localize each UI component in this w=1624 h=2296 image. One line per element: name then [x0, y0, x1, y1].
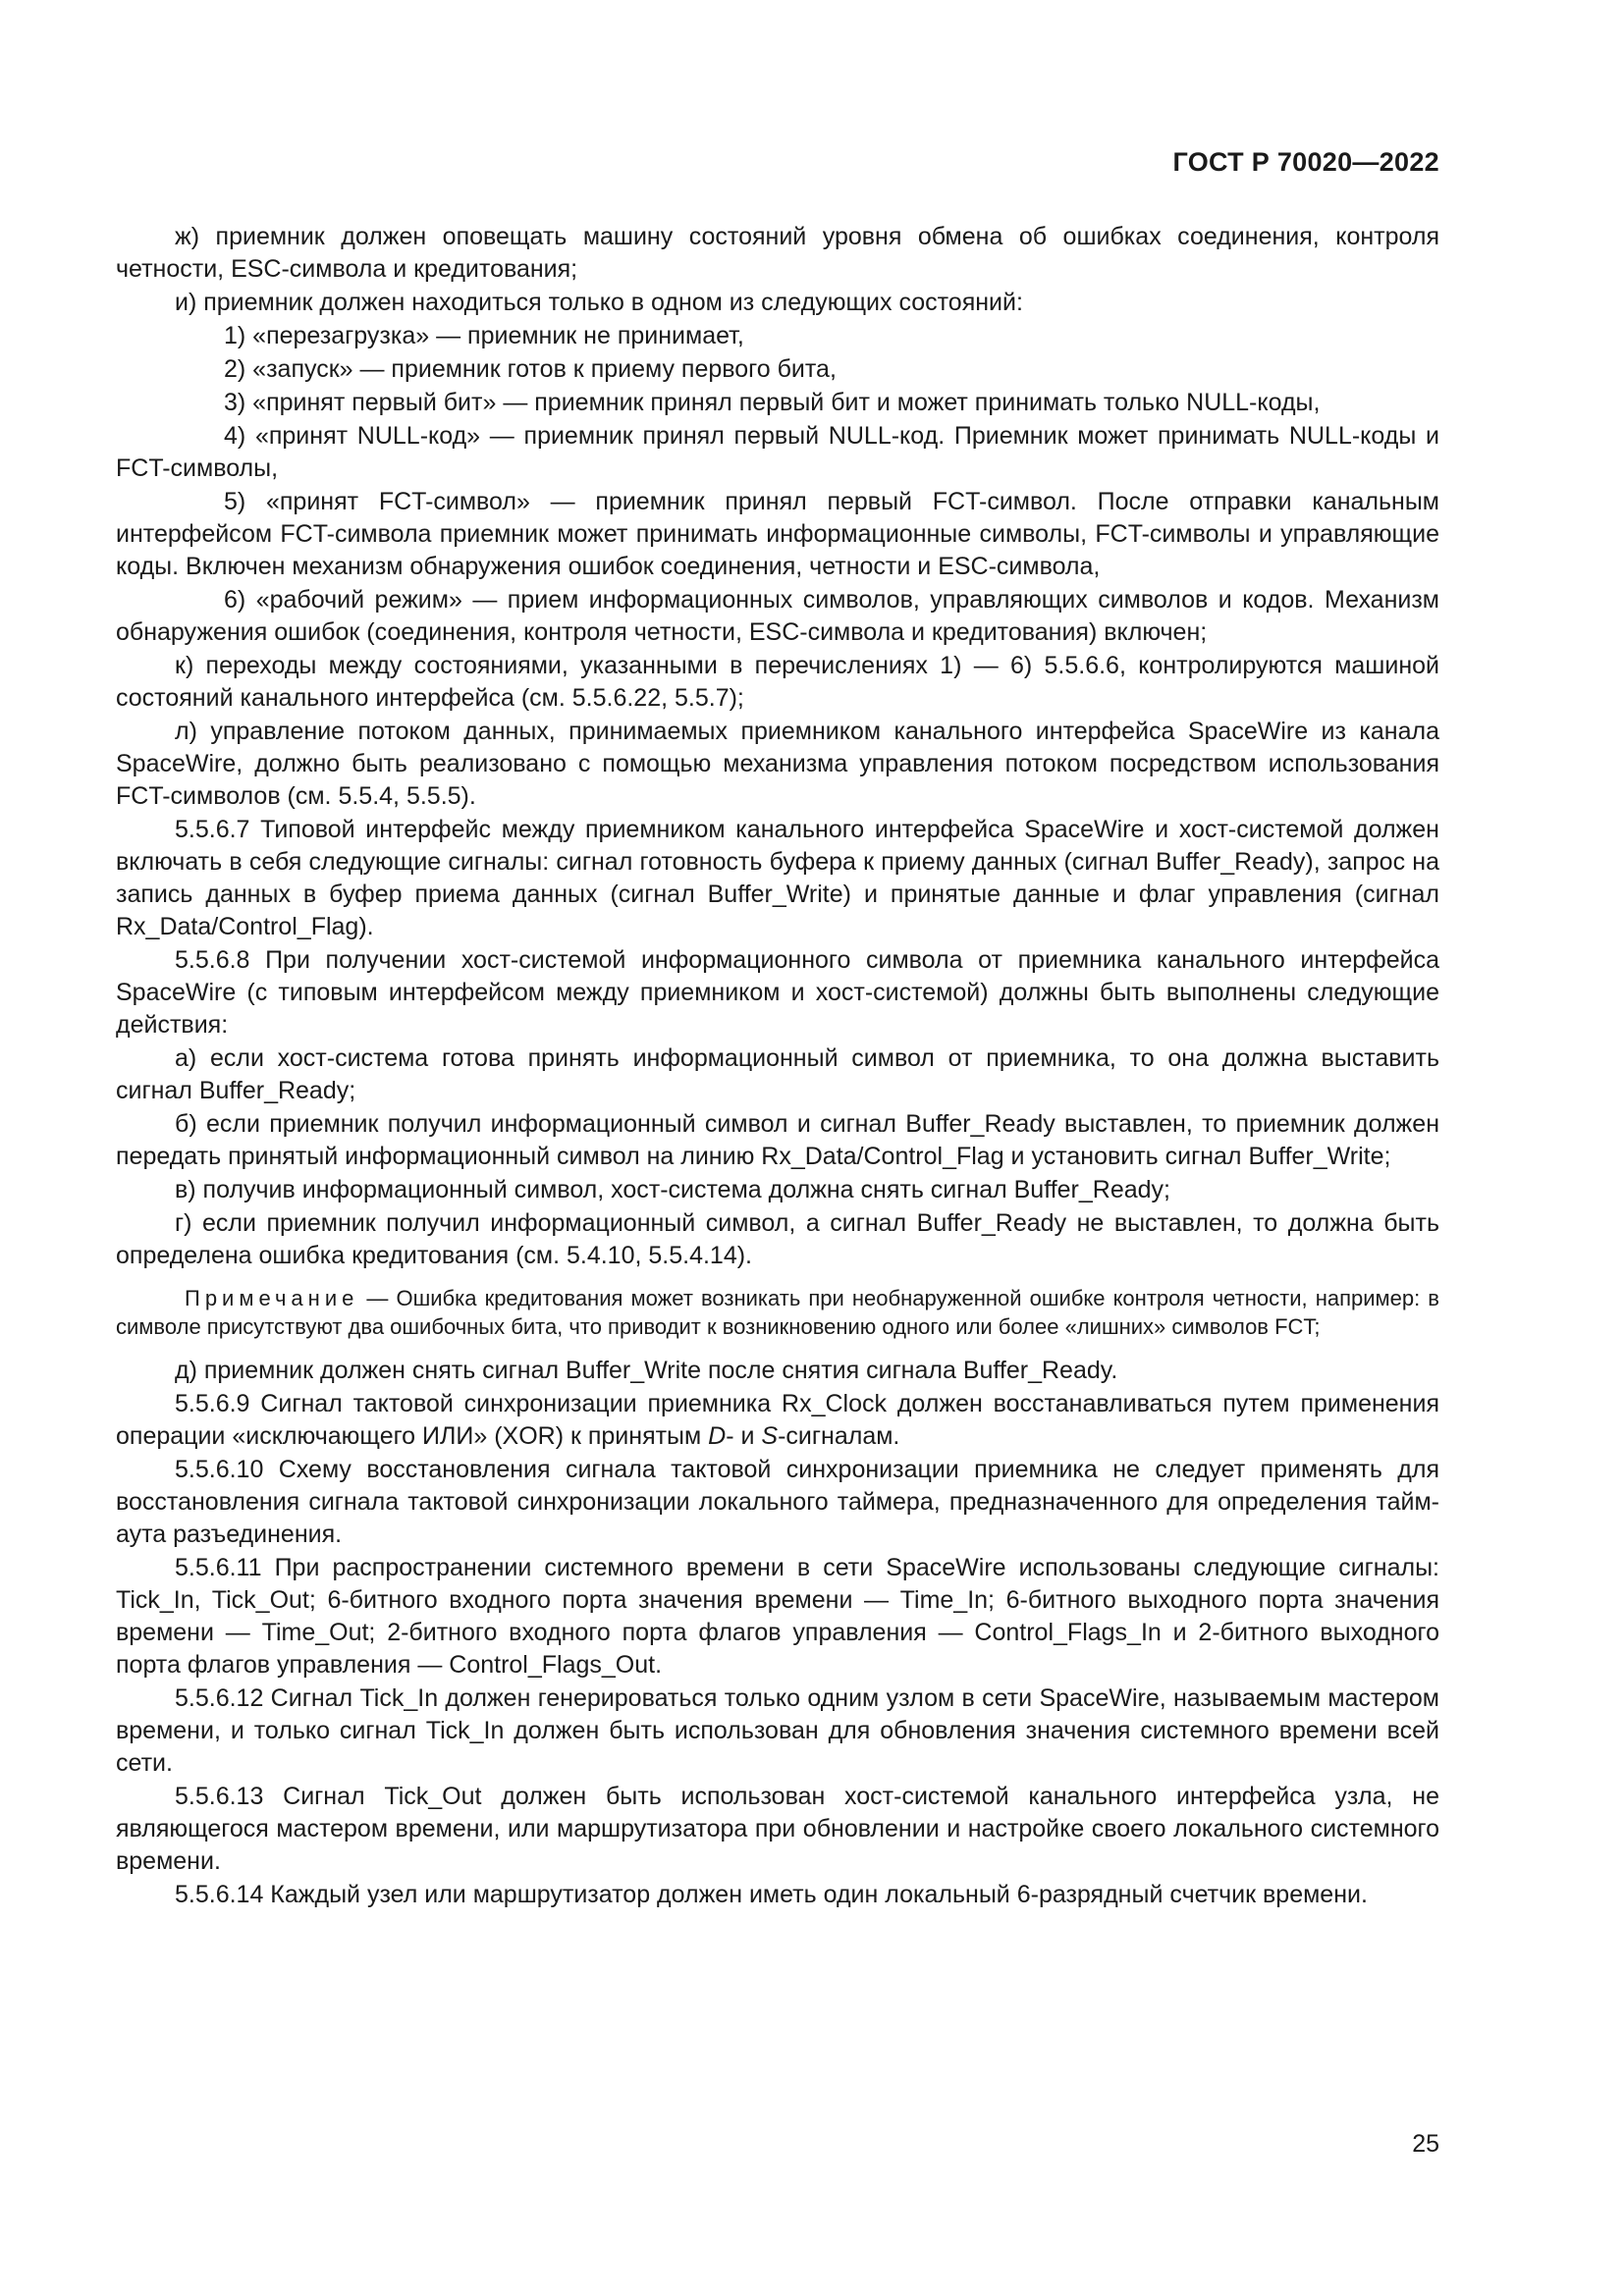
clause-5-5-6-7: 5.5.6.7 Типовой интерфейс между приемником канального интерфейса SpaceWire и хост-системой должен включать в себя следующие сигналы: сигнал готовность буфера к приему данных (сигнал Buffer_Ready), запрос на запись данных в буфер приема данных (сигнал Buffer_Write) и принятые данные и флаг управления (сигнал Rx_Data/Control_Flag).: [116, 816, 1439, 940]
clause-5-5-6-9: [116, 1388, 1439, 1453]
paragraph-list-item-d: д) приемник должен снять сигнал Buffer_Write после снятия сигнала Buffer_Ready.: [175, 1357, 1118, 1384]
state-item-5: 5) «принят FCT-символ» — приемник принял первый FCT-символ. После отправки канальным интерфейсом FCT-символа приемник может принимать информационные символы, FCT-символы и управляющие коды. Включен механизм обнаружения ошибок соединения, четности и ESC-символа,: [116, 488, 1439, 580]
state-item-2: 2) «запуск» — приемник готов к приему первого бита,: [224, 355, 837, 383]
note-block: [116, 1284, 1439, 1341]
paragraph-list-item-a: а) если хост-система готова принять информационный символ от приемника, то она должна выставить сигнал Buffer_Ready;: [116, 1044, 1439, 1104]
clause-5-5-6-9-text-before: 5.5.6.9 Сигнал тактовой синхронизации приемника Rx_Clock должен восстанавливаться путем применения операции «исключающего ИЛИ» (XOR) к принятым: [116, 1390, 1439, 1450]
clause-5-5-6-9-text-middle: - и: [726, 1422, 762, 1450]
s-signal-italic: S: [761, 1422, 779, 1450]
note-label: Примечание: [185, 1286, 359, 1310]
d-signal-italic: D: [708, 1422, 727, 1450]
paragraph-list-item-l: л) управление потоком данных, принимаемых приемником канального интерфейса SpaceWire из канала SpaceWire, должно быть реализовано с помощью механизма управления потоком посредством использования FCT-символов (см. 5.5.4, 5.5.5).: [116, 718, 1439, 810]
note-text: — Ошибка кредитования может возникать при необнаруженной ошибке контроля четности, например: в символе присутствуют два ошибочных бита, что приводит к возникновению одного или более «лишних» символов FCT;: [116, 1286, 1439, 1339]
state-item-4: 4) «принят NULL-код» — приемник принял первый NULL-код. Приемник может принимать NULL-коды и FCT-символы,: [116, 422, 1439, 482]
paragraph-list-item-zh: ж) приемник должен оповещать машину состояний уровня обмена об ошибках соединения, контроля четности, ESC-символа и кредитования;: [116, 223, 1439, 283]
paragraph-list-item-g: г) если приемник получил информационный символ, а сигнал Buffer_Ready не выставлен, то должна быть определена ошибка кредитования (см. 5.4.10, 5.5.4.14).: [116, 1209, 1439, 1269]
state-item-3: 3) «принят первый бит» — приемник принял первый бит и может принимать только NULL-коды,: [224, 389, 1321, 416]
document-body: [116, 221, 1439, 1912]
clause-5-5-6-8: 5.5.6.8 При получении хост-системой информационного символа от приемника канального интерфейса SpaceWire (с типовым интерфейсом между приемником и хост-системой) должны быть выполнены следующие действия:: [116, 946, 1439, 1039]
clause-5-5-6-12: 5.5.6.12 Сигнал Tick_In должен генерироваться только одним узлом в сети SpaceWire, называемым мастером времени, и только сигнал Tick_In должен быть использован для обновления значения системного времени всей сети.: [116, 1684, 1439, 1777]
paragraph-list-item-k: к) переходы между состояниями, указанными в перечислениях 1) — 6) 5.5.6.6, контролируются машиной состояний канального интерфейса (см. 5.5.6.22, 5.5.7);: [116, 652, 1439, 712]
page-number: 25: [1412, 2130, 1439, 2158]
standard-id-header: ГОСТ Р 70020—2022: [1172, 147, 1439, 177]
state-item-6: 6) «рабочий режим» — прием информационных символов, управляющих символов и кодов. Механизм обнаружения ошибок (соединения, контроля четности, ESC-символа и кредитования) включен;: [116, 586, 1439, 646]
clause-5-5-6-11: 5.5.6.11 При распространении системного времени в сети SpaceWire использованы следующие сигналы: Tick_In, Tick_Out; 6-битного входного порта значения времени — Time_In; 6-битного выходного порта значения времени — Time_Out; 2-битного входного порта флагов управления — Control_Flags_In и 2-битного выходного порта флагов управления — Control_Flags_Out.: [116, 1554, 1439, 1679]
clause-5-5-6-9-text-after: -сигналам.: [778, 1422, 900, 1450]
clause-5-5-6-13: 5.5.6.13 Сигнал Tick_Out должен быть использован хост-системой канального интерфейса узла, не являющегося мастером времени, или маршрутизатора при обновлении и настройке своего локального системного времени.: [116, 1783, 1439, 1875]
state-item-1: 1) «перезагрузка» — приемник не принимает,: [224, 322, 744, 349]
clause-5-5-6-14: 5.5.6.14 Каждый узел или маршрутизатор должен иметь один локальный 6-разрядный счетчик времени.: [175, 1881, 1368, 1908]
clause-5-5-6-10: 5.5.6.10 Схему восстановления сигнала тактовой синхронизации приемника не следует применять для восстановления сигнала тактовой синхронизации локального таймера, предназначенного для определения тайм-аута разъединения.: [116, 1456, 1439, 1548]
paragraph-list-item-i: и) приемник должен находиться только в одном из следующих состояний:: [175, 289, 1023, 316]
paragraph-list-item-v: в) получив информационный символ, хост-система должна снять сигнал Buffer_Ready;: [175, 1176, 1170, 1203]
paragraph-list-item-b: б) если приемник получил информационный символ и сигнал Buffer_Ready выставлен, то приемник должен передать принятый информационный символ на линию Rx_Data/Control_Flag и установить сигнал Buffer_Write;: [116, 1110, 1439, 1170]
